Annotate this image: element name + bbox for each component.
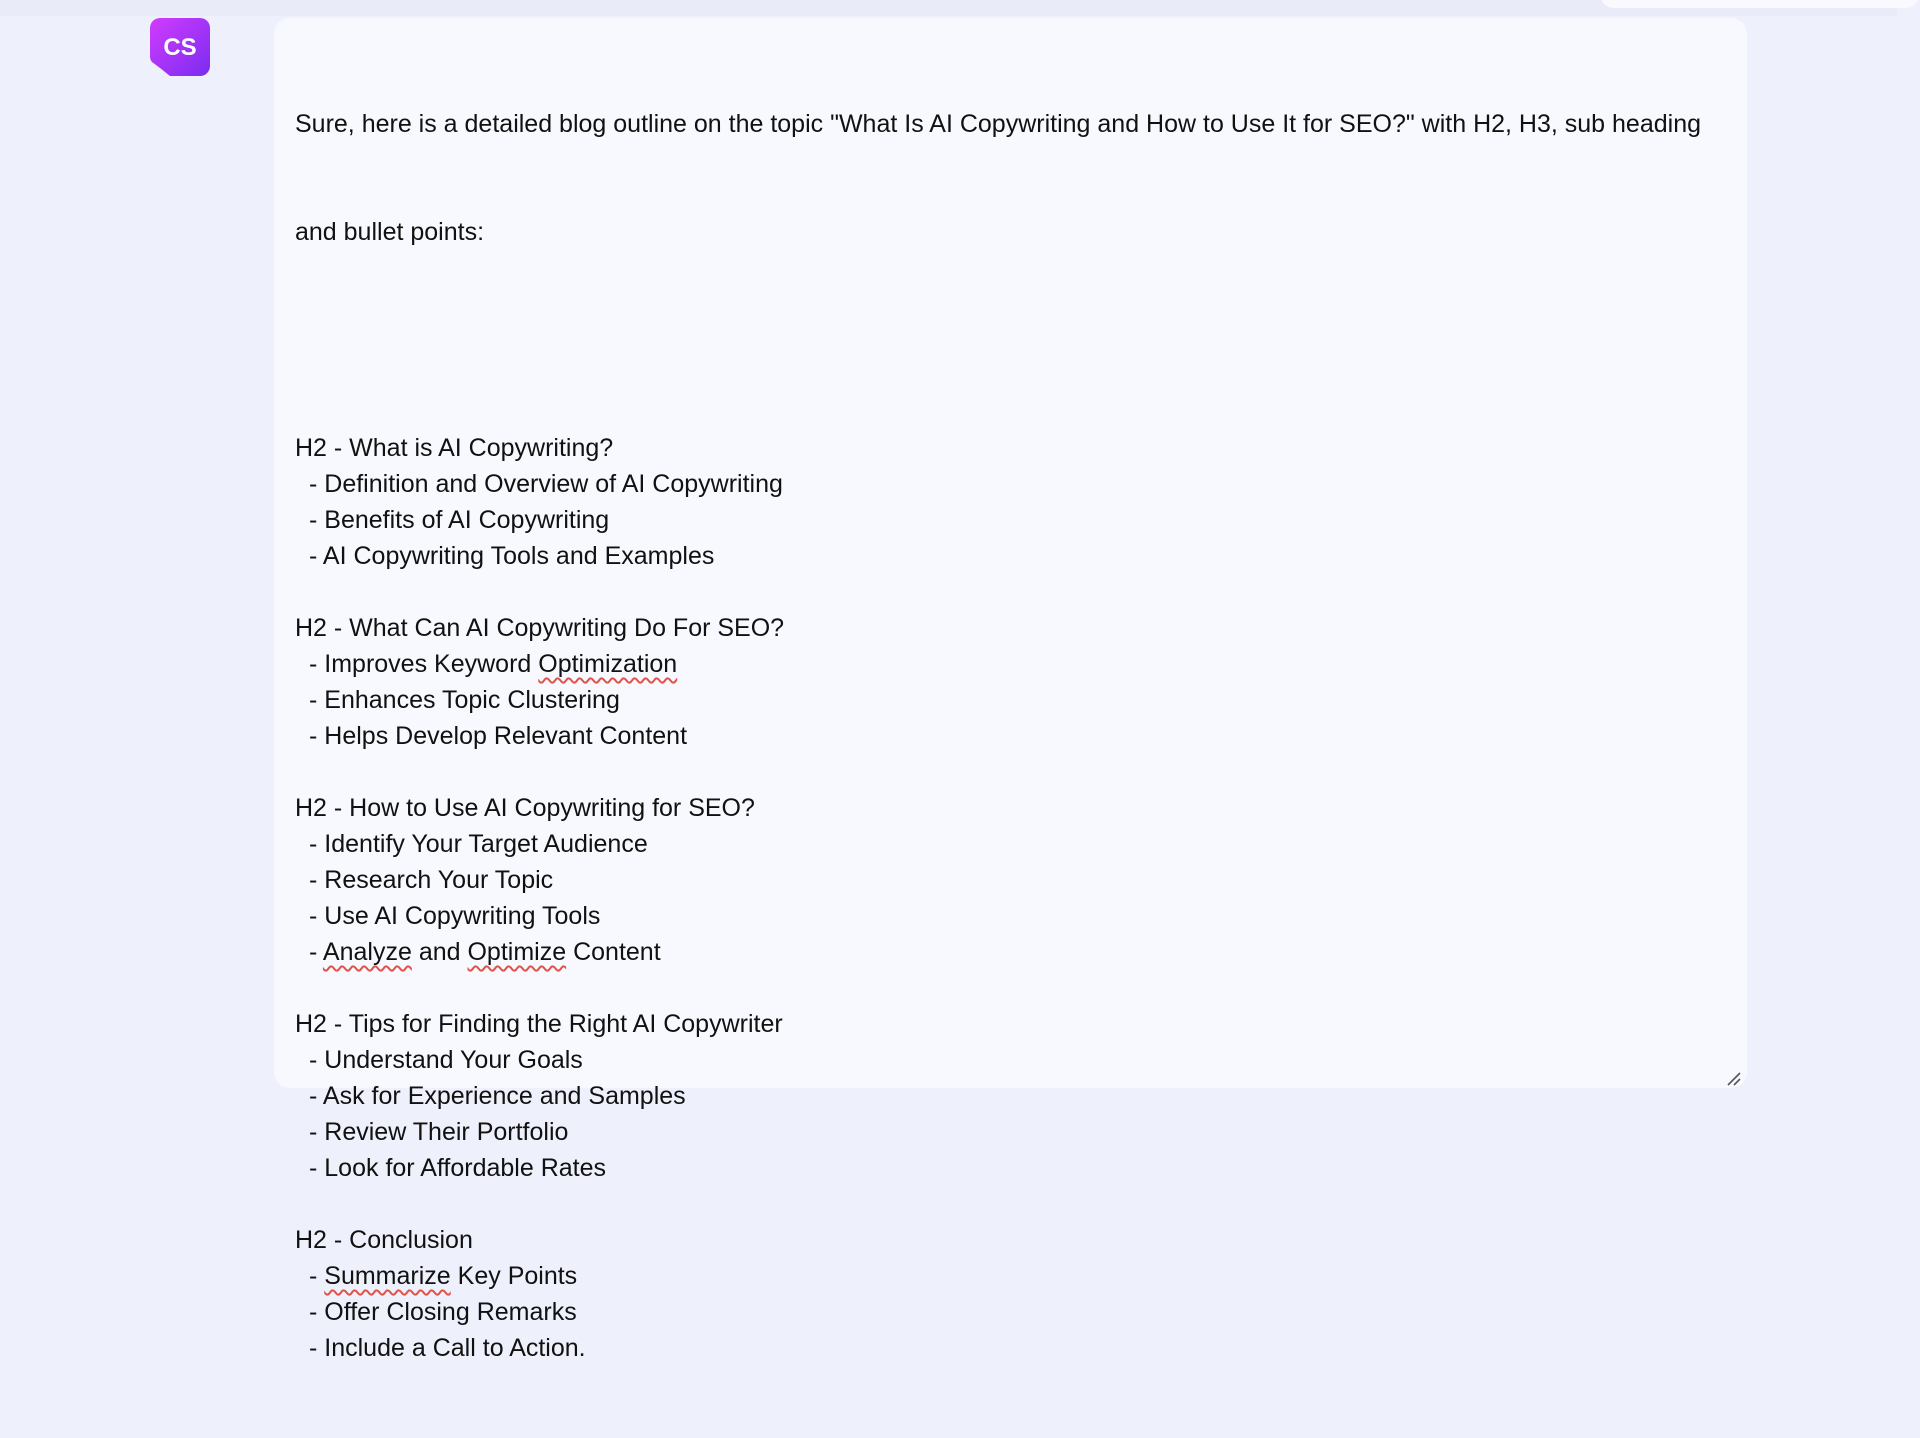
outline-sections [295, 430, 1727, 1366]
resize-handle-icon[interactable] [1725, 1070, 1741, 1086]
message-text[interactable] [295, 34, 1727, 1438]
outline-bullet: - Ask for Experience and Samples [309, 1082, 686, 1110]
outline-heading: H2 - How to Use AI Copywriting for SEO? [295, 794, 755, 822]
outline-bullet: - Understand Your Goals [309, 1046, 583, 1074]
outline-bullet-text: Review Their Portfolio [324, 1118, 569, 1146]
outline-bullet-text: Analyze and Optimize Content [322, 938, 661, 966]
outline-bullet: - Enhances Topic Clustering [309, 686, 620, 714]
outline-bullet: - Summarize Key Points [309, 1262, 578, 1290]
outline-heading: H2 - Tips for Finding the Right AI Copywriter [295, 1010, 783, 1038]
outline-bullet-text: Include a Call to Action. [324, 1334, 586, 1362]
message-editor[interactable] [274, 18, 1747, 1362]
outline-bullet-text: Summarize Key Points [324, 1262, 578, 1290]
intro-line: Sure, here is a detailed blog outline on the topic "What Is AI Copywriting and How to Use It for SEO?" with H2, H3, sub heading [295, 110, 1702, 138]
blank-line [295, 574, 1727, 610]
blank-line [295, 1186, 1727, 1222]
avatar-label: CS [163, 34, 197, 61]
outline-bullet-text: Definition and Overview of AI Copywriting [324, 470, 783, 498]
blank-line [295, 322, 1727, 358]
spellcheck-flagged-word: Optimize [467, 938, 567, 966]
outline-bullet-text: Identify Your Target Audience [324, 830, 648, 858]
cs-logo-icon [150, 18, 210, 78]
outline-bullet: - Look for Affordable Rates [309, 1154, 606, 1182]
outline-bullet: - Analyze and Optimize Content [309, 938, 661, 966]
outline-bullet-text: Ask for Experience and Samples [322, 1082, 686, 1110]
outline-bullet: - Benefits of AI Copywriting [309, 506, 610, 534]
outline-bullet-text: Benefits of AI Copywriting [324, 506, 610, 534]
outline-bullet-text: Understand Your Goals [324, 1046, 583, 1074]
outline-heading: H2 - Conclusion [295, 1226, 473, 1254]
outline-bullet: - Offer Closing Remarks [309, 1298, 577, 1326]
outline-bullet: - Improves Keyword Optimization [309, 650, 678, 678]
outline-bullet-text: Look for Affordable Rates [324, 1154, 606, 1182]
blank-line [295, 970, 1727, 1006]
outline-bullet-text: AI Copywriting Tools and Examples [322, 542, 715, 570]
spellcheck-flagged-word: Analyze [322, 938, 412, 966]
outline-bullet: - Definition and Overview of AI Copywriting [309, 470, 783, 498]
outline-bullet-text: Improves Keyword Optimization [324, 650, 678, 678]
outline-bullet: - Include a Call to Action. [309, 1334, 586, 1362]
intro-line: and bullet points: [295, 218, 485, 246]
blank-line [295, 754, 1727, 790]
spellcheck-flagged-word: Summarize [324, 1262, 451, 1290]
outline-heading: H2 - What is AI Copywriting? [295, 434, 614, 462]
spellcheck-flagged-word: Optimization [538, 650, 678, 678]
outline-bullet-text: Enhances Topic Clustering [324, 686, 620, 714]
top-input-edge [1600, 0, 1920, 8]
outline-bullet: - Review Their Portfolio [309, 1118, 569, 1146]
outline-bullet-text: Use AI Copywriting Tools [324, 902, 601, 930]
outline-bullet: - Use AI Copywriting Tools [309, 902, 601, 930]
outline-bullet: - AI Copywriting Tools and Examples [309, 542, 715, 570]
outline-heading: H2 - What Can AI Copywriting Do For SEO? [295, 614, 785, 642]
outline-bullet: - Helps Develop Relevant Content [309, 722, 688, 750]
outline-bullet-text: Research Your Topic [324, 866, 554, 894]
outline-bullet-text: Offer Closing Remarks [324, 1298, 577, 1326]
outline-bullet: - Research Your Topic [309, 866, 554, 894]
outline-bullet: - Identify Your Target Audience [309, 830, 648, 858]
outline-bullet-text: Helps Develop Relevant Content [324, 722, 688, 750]
